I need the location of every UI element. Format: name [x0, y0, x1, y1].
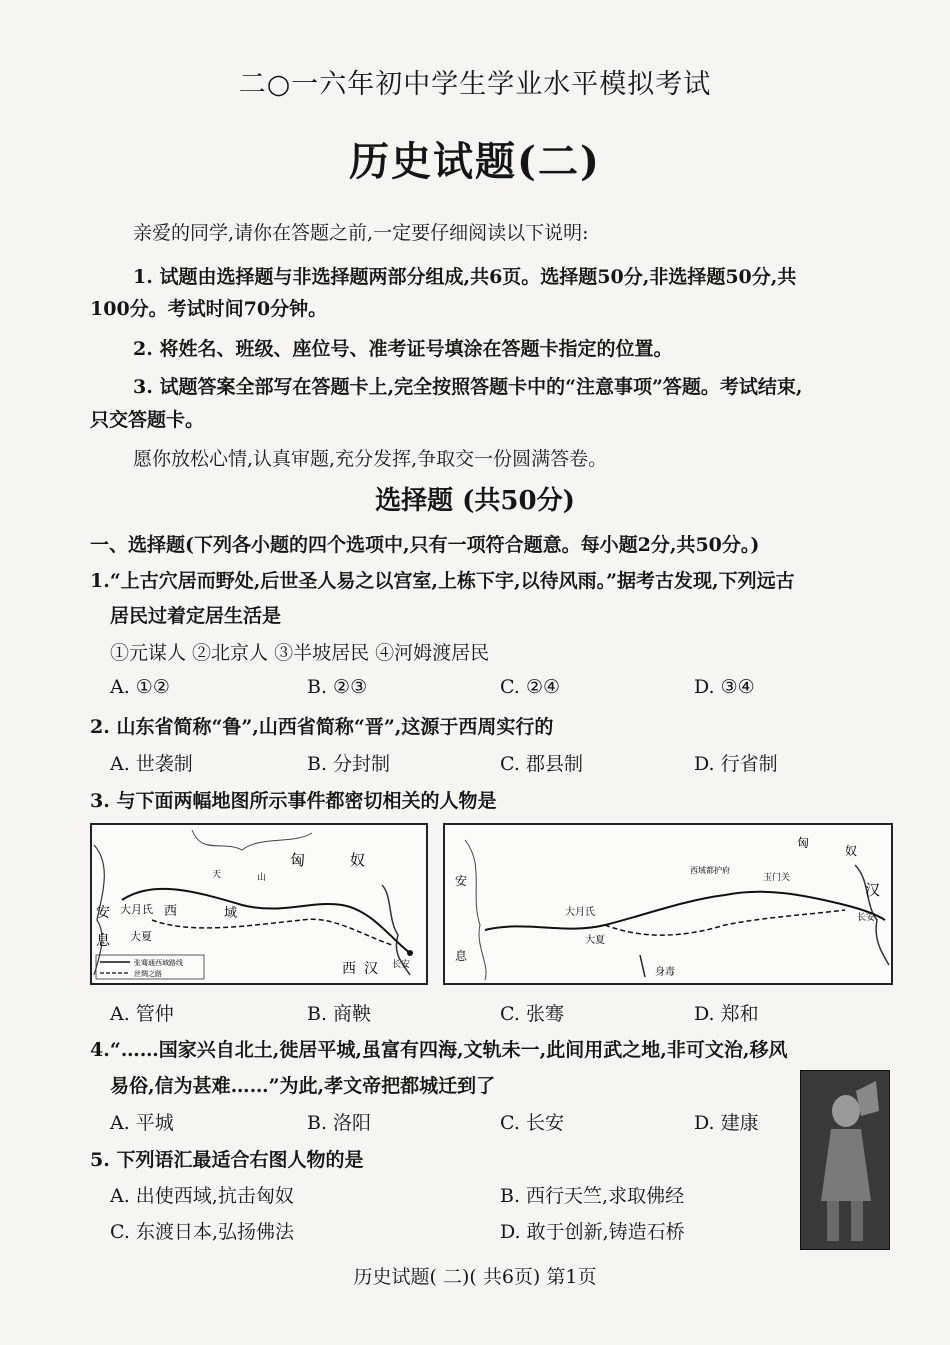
q5-stem: 5. 下列语汇最适合右图人物的是	[90, 1149, 364, 1171]
map-1-label-han: 汉	[364, 961, 378, 977]
map-1-label-xi: 息	[96, 933, 110, 949]
q3-option-b: B. 商鞅	[307, 1003, 372, 1025]
map-1-label-daxia: 大夏	[130, 930, 152, 943]
q5-option-b: B. 西行天竺,求取佛经	[500, 1185, 685, 1207]
q1-items: ①元谋人 ②北京人 ③半坡居民 ④河姆渡居民	[110, 642, 490, 664]
q4-option-c: C. 长安	[500, 1112, 564, 1134]
map-2-label-dayuezhi: 大月氏	[565, 907, 595, 918]
q2-option-c: C. 郡县制	[500, 753, 583, 775]
monk-portrait-image	[800, 1070, 890, 1250]
q4-option-b: B. 洛阳	[307, 1112, 372, 1134]
page-title: 历史试题(二)	[349, 138, 601, 185]
map-1-label-tian: 天	[212, 870, 222, 880]
q3-option-d: D. 郑和	[694, 1003, 759, 1025]
q2-option-d: D. 行省制	[694, 753, 778, 775]
map-1-label-xiong: 匈	[290, 851, 306, 869]
q1-option-d: D. ③④	[694, 676, 755, 698]
q1-option-a: A. ①②	[110, 676, 170, 698]
q3-stem: 3. 与下面两幅地图所示事件都密切相关的人物是	[90, 790, 497, 812]
q1-option-c: C. ②④	[500, 676, 561, 698]
map-2-graphic	[445, 825, 891, 983]
q1-stem-line-2: 居民过着定居生活是	[110, 605, 282, 627]
instruction-item-1-line-2: 100分。考试时间70分钟。	[90, 298, 328, 320]
part-title: 一、选择题(下列各小题的四个选项中,只有一项符合题意。每小题2分,共50分。)	[90, 534, 760, 556]
q4-option-a: A. 平城	[110, 1112, 174, 1134]
map-1-label-nu: 奴	[350, 851, 366, 869]
q5-option-d: D. 敢于创新,铸造石桥	[500, 1221, 685, 1243]
instruction-item-3-line-2: 只交答题卡。	[90, 409, 205, 431]
q2-option-b: B. 分封制	[307, 753, 391, 775]
q4-option-d: D. 建康	[694, 1112, 759, 1134]
instruction-item-3-line-1: 3. 试题答案全部写在答题卡上,完全按照答题卡中的“注意事项”答题。考试结束,	[133, 376, 803, 398]
map-1-label-shan: 山	[257, 873, 267, 883]
map-1-label-yu: 域	[224, 906, 238, 921]
map-1-label-dayuezhi: 大月氏	[120, 903, 153, 916]
q1-option-b: B. ②③	[307, 676, 368, 698]
monk-figure-graphic	[801, 1071, 889, 1249]
map-1-graphic	[92, 825, 426, 983]
map-1-legend-1: 张骞通西域路线	[134, 959, 183, 967]
q5-option-a: A. 出使西域,抗击匈奴	[110, 1185, 294, 1207]
map-western-regions-2	[443, 823, 893, 985]
q3-option-a: A. 管仲	[110, 1003, 174, 1025]
q4-stem-line-2: 易俗,信为甚难……”为此,孝文帝把都城迁到了	[110, 1075, 496, 1097]
instruction-item-1-line-1: 1. 试题由选择题与非选择题两部分组成,共6页。选择题50分,非选择题50分,共	[133, 266, 797, 288]
map-1-legend-2: 丝绸之路	[134, 970, 162, 978]
map-2-label-yumenguan: 玉门关	[763, 873, 791, 883]
q5-option-c: C. 东渡日本,弘扬佛法	[110, 1221, 294, 1243]
q1-stem-line-1: 1.“上古穴居而野处,后世圣人易之以宫室,上栋下宇,以待风雨。”据考古发现,下列远古	[90, 570, 795, 592]
map-1-label-xi-han: 西	[342, 961, 356, 977]
q4-stem-line-1: 4.“……国家兴自北土,徙居平城,虽富有四海,文轨未一,此间用武之地,非可文治,移风	[90, 1039, 788, 1061]
q3-option-c: C. 张骞	[500, 1003, 564, 1025]
map-2-label-nu: 奴	[845, 844, 858, 858]
map-2-label-xiong: 匈	[797, 836, 810, 850]
map-western-regions-1	[90, 823, 428, 985]
instructions-intro: 亲爱的同学,请你在答题之前,一定要仔细阅读以下说明:	[133, 222, 589, 244]
map-2-label-an: 安	[455, 874, 468, 888]
q2-stem: 2. 山东省简称“鲁”,山西省简称“晋”,这源于西周实行的	[90, 716, 554, 738]
map-2-label-duhufu: 西域都护府	[690, 866, 730, 875]
section-heading: 选择题 (共50分)	[375, 486, 575, 516]
instruction-item-2: 2. 将姓名、班级、座位号、准考证号填涂在答题卡指定的位置。	[133, 338, 673, 360]
instructions-wish: 愿你放松心情,认真审题,充分发挥,争取交一份圆满答卷。	[133, 448, 608, 470]
map-2-label-han: 汉	[865, 881, 881, 899]
map-1-label-changan: 长安	[392, 960, 411, 970]
map-2-label-shendu: 身毒	[655, 967, 675, 978]
map-2-label-daxia: 大夏	[585, 935, 605, 946]
page-footer: 历史试题( 二)( 共6页) 第1页	[353, 1266, 597, 1288]
exam-name: 二○一六年初中学生学业水平模拟考试	[238, 69, 712, 100]
map-1-label-an: 安	[96, 905, 110, 921]
map-1-label-xi-region: 西	[164, 904, 178, 919]
map-2-label-changan: 长安	[857, 913, 876, 923]
q2-option-a: A. 世袭制	[110, 753, 193, 775]
map-2-label-xi: 息	[455, 949, 468, 963]
